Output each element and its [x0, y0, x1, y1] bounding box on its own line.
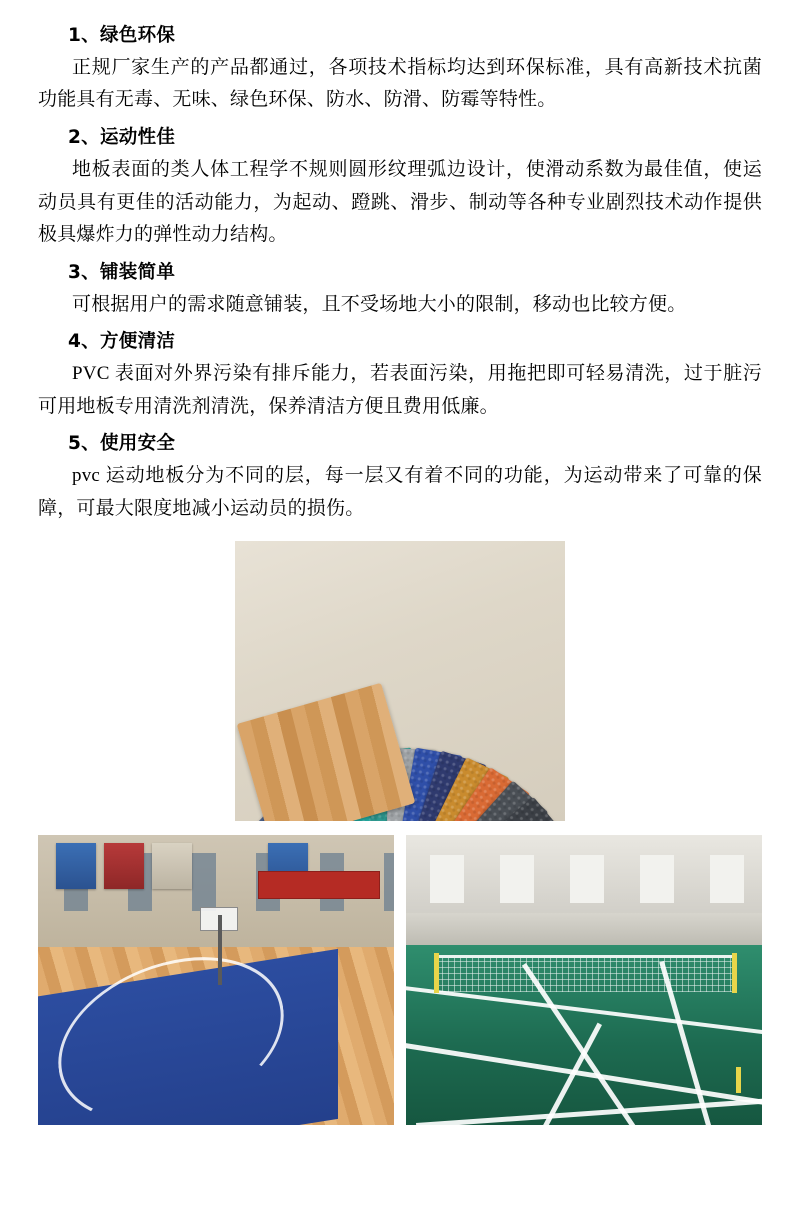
section-3-body: 可根据用户的需求随意铺装，且不受场地大小的限制，移动也比较方便。 [72, 293, 687, 315]
section-5-body: pvc 运动地板分为不同的层，每一层又有着不同的功能，为运动带来了可靠的保障，可最大限度地减小运动员的损伤。 [38, 465, 762, 519]
pvc-color-samples-photo [235, 541, 565, 821]
badminton-scene [406, 835, 762, 1125]
gym-banner [104, 843, 144, 889]
section-2 [38, 124, 762, 252]
section-3-heading: 3、铺装简单 [68, 261, 176, 283]
photo-row [38, 835, 762, 1125]
gym-banner [56, 843, 96, 889]
gym-banner [152, 843, 192, 889]
green-badminton-court-photo [406, 835, 762, 1125]
section-1-body: 正规厂家生产的产品都通过，各项技术指标均达到环保标准，具有高新技术抗菌功能具有无毒、无味、绿色环保、防水、防滑、防霉等特性。 [38, 56, 762, 111]
section-1 [38, 22, 762, 117]
section-4-heading: 4、方便清洁 [68, 331, 176, 353]
court-windows [406, 855, 762, 903]
section-3 [38, 259, 762, 321]
net-post [434, 953, 439, 993]
gym-scene [38, 835, 394, 1125]
hoop-post [218, 915, 222, 985]
section-5-heading: 5、使用安全 [68, 433, 176, 455]
net-post [736, 1067, 741, 1093]
section-1-heading: 1、绿色环保 [68, 25, 176, 46]
badminton-net [436, 955, 736, 992]
section-2-heading: 2、运动性佳 [68, 127, 176, 149]
section-2-body: 地板表面的类人体工程学不规则圆形纹理弧边设计，使滑动系数为最佳值，使运动员具有更佳的活动能力，为起动、蹬跳、滑步、制动等各种专业剧烈技术动作提供极具爆炸力的弹性动力结构。 [38, 158, 762, 246]
section-4-body: PVC 表面对外界污染有排斥能力，若表面污染，用拖把即可轻易清洗，过于脏污可用地板专用清洗剂清洗，保养清洁方便且费用低廉。 [38, 363, 762, 417]
section-5 [38, 430, 762, 525]
wooden-basketball-court-photo [38, 835, 394, 1125]
section-4 [38, 328, 762, 423]
net-post [732, 953, 737, 993]
gym-red-banner [258, 871, 380, 899]
